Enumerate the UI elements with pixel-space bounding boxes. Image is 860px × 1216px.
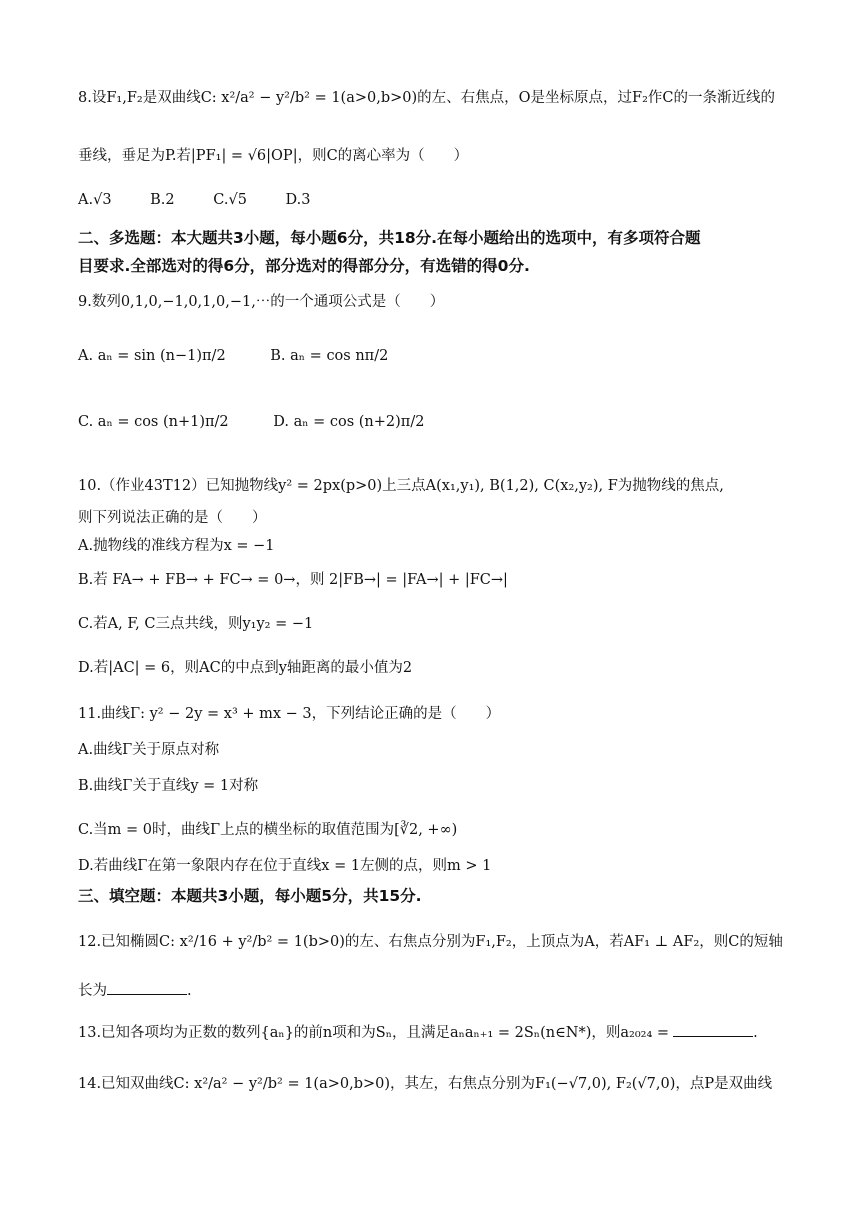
q11-stem: 11.曲线Γ: y² − 2y = x³ + mx − 3，下列结论正确的是（ ）	[78, 706, 501, 722]
q10-line2: 则下列说法正确的是（ ）	[78, 510, 267, 526]
q10-option-b: B.若 FA→ + FB→ + FC→ = 0→，则 2|FB→| = |FA→| + |FC→|	[78, 572, 508, 588]
section3-heading: 三、填空题：本题共3小题，每小题5分，共15分.	[78, 887, 422, 905]
q11-option-b: B.曲线Γ关于直线y = 1对称	[78, 778, 259, 794]
q9-stem: 9.数列0,1,0,−1,0,1,0,−1,⋯的一个通项公式是（ ）	[78, 294, 445, 310]
q13-text: 13.已知各项均为正数的数列{aₙ}的前n项和为Sₙ，且满足aₙaₙ₊₁ = 2Sₙ(n∈N*)，则a₂₀₂₄ =	[78, 1025, 670, 1041]
section2-heading-line2: 目要求.全部选对的得6分，部分选对的得部分分，有选错的得0分.	[78, 257, 530, 275]
q10-option-a: A.抛物线的准线方程为x = −1	[78, 538, 275, 554]
q10-option-d: D.若|AC| = 6，则AC的中点到y轴距离的最小值为2	[78, 660, 413, 676]
q12-answer-blank[interactable]	[107, 980, 187, 995]
q11-option-c: C.当m = 0时，曲线Γ上点的横坐标的取值范围为[∛2, +∞)	[78, 822, 458, 838]
q8-option-b: B.2	[150, 192, 175, 208]
q8-line2: 垂线，垂足为P.若|PF₁| = √6|OP|，则C的离心率为（ ）	[78, 148, 469, 164]
q12-line1: 12.已知椭圆C: x²/16 + y²/b² = 1(b>0)的左、右焦点分别为F₁,F₂，上顶点为A，若AF₁ ⊥ AF₂，则C的短轴	[78, 934, 783, 950]
q10-option-c: C.若A, F, C三点共线，则y₁y₂ = −1	[78, 616, 314, 632]
q8-option-a: A.√3	[78, 192, 112, 208]
q9-option-d: D. aₙ = cos (n+2)π/2	[273, 414, 425, 430]
q9-option-b: B. aₙ = cos nπ/2	[270, 348, 389, 364]
q8-options	[78, 192, 344, 208]
q13-line	[78, 1022, 758, 1043]
q11-option-d: D.若曲线Γ在第一象限内存在位于直线x = 1左侧的点，则m > 1	[78, 858, 492, 874]
q14-line1: 14.已知双曲线C: x²/a² − y²/b² = 1(a>0,b>0)，其左，右焦点分别为F₁(−√7,0), F₂(√7,0)，点P是双曲线	[78, 1076, 773, 1092]
q8-option-d: D.3	[285, 192, 311, 208]
q13-answer-blank[interactable]	[673, 1022, 753, 1037]
q9-options-row2	[78, 414, 464, 430]
section2-heading-line1: 二、多选题：本大题共3小题，每小题6分，共18分.在每小题给出的选项中，有多项符合题	[78, 229, 701, 247]
q11-option-a: A.曲线Γ关于原点对称	[78, 742, 220, 758]
q8-option-c: C.√5	[213, 192, 247, 208]
q12-line2	[78, 980, 192, 1001]
q9-options-row1	[78, 348, 428, 364]
q13-suffix: .	[753, 1025, 758, 1041]
q9-option-a: A. aₙ = sin (n−1)π/2	[78, 348, 226, 364]
q9-option-c: C. aₙ = cos (n+1)π/2	[78, 414, 229, 430]
q8-line1: 8.设F₁,F₂是双曲线C: x²/a² − y²/b² = 1(a>0,b>0)的左、右焦点，O是坐标原点，过F₂作C的一条渐近线的	[78, 90, 776, 106]
q10-line1: 10.（作业43T12）已知抛物线y² = 2px(p>0)上三点A(x₁,y₁), B(1,2), C(x₂,y₂), F为抛物线的焦点,	[78, 478, 724, 494]
q12-line2-prefix: 长为	[78, 983, 107, 999]
q12-line2-suffix: .	[187, 983, 192, 999]
